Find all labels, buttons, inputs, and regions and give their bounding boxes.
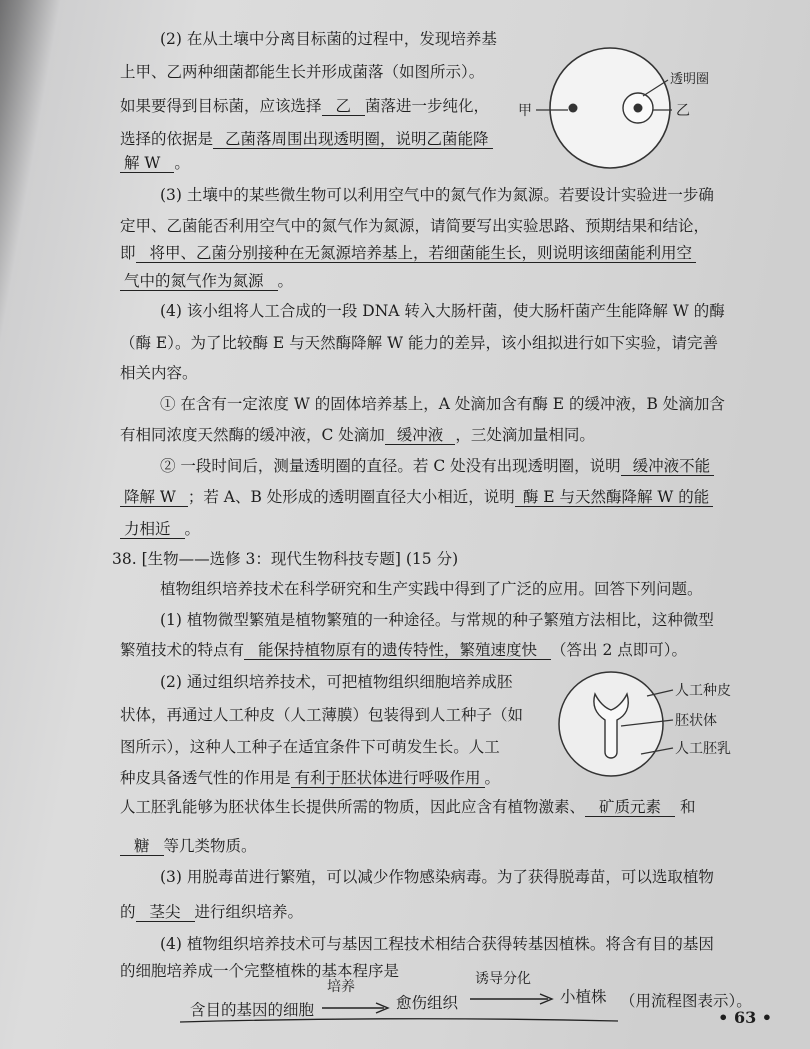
q3-line-1: (3) 土壤中的某些微生物可以利用空气中的氮气作为氮源。若要设计实验进一步确 <box>160 186 714 204</box>
q38-p3-line-2: 的 茎尖 进行组织培养。 <box>120 903 304 921</box>
q4-line-2: （酶 E）。为了比较酶 E 与天然酶降解 W 能力的差异，该小组拟进行如下实验，请完善 <box>120 334 718 352</box>
q4-line-5: 有相同浓度天然酶的缓冲液，C 处滴加 缓冲液 ，三处滴加量相同。 <box>120 426 595 444</box>
q38-p1-line-2: 繁殖技术的特点有 能保持植物原有的遗传特性，繁殖速度快 （答出 2 点即可）。 <box>120 641 687 659</box>
q4-line-4: ① 在含有一定浓度 W 的固体培养基上，A 处滴加含有酶 E 的缓冲液，B 处滴加含 <box>160 395 725 413</box>
q38-p2-answer-coat: 有利于胚状体进行呼吸作用 <box>291 769 485 788</box>
label-seed-coat: 人工种皮 <box>675 683 731 699</box>
q3-line-3: 即 将甲、乙菌分别接种在无氮源培养基上，若细菌能生长，则说明该细菌能利用空 <box>120 242 696 264</box>
flow-underline <box>180 1018 620 1024</box>
q4-line-7: 降解 W ；若 A、B 处形成的透明圈直径大小相近，说明 酶 E 与天然酶降解 W 的能 <box>120 486 713 508</box>
q38-p2-line-6: 糖 等几类物质。 <box>120 835 257 857</box>
label-b: 乙 <box>676 103 690 119</box>
q2-line-1: (2) 在从土壤中分离目标菌的过程中，发现培养基 <box>160 30 497 48</box>
q2-line-4: 选择的依据是 乙菌落周围出现透明圈，说明乙菌能降 <box>120 128 493 150</box>
q3-answer-cont: 气中的氮气作为氮源 <box>120 272 278 291</box>
page-number: • 63 • <box>718 1008 772 1027</box>
flow-start: 含目的基因的细胞 <box>190 1001 315 1019</box>
q2-answer-colony: 乙 <box>322 97 366 116</box>
flow-arrow-1 <box>322 1002 392 1014</box>
q4-answer-2a-cont: 降解 W <box>120 488 188 507</box>
colony-b-dot <box>634 104 643 113</box>
flow-step1-label: 培养 <box>327 979 355 995</box>
flow-mid: 愈伤组织 <box>396 994 459 1012</box>
q38-intro: 植物组织培养技术在科学研究和生产实践中得到了广泛的应用。回答下列问题。 <box>160 580 703 598</box>
q38-p1-line-1: (1) 植物微型繁殖是植物繁殖的一种途径。与常规的种子繁殖方法相比，这种微型 <box>160 611 714 629</box>
label-embryo: 胚状体 <box>675 713 717 729</box>
q4-line-6: ② 一段时间后，测量透明圈的直径。若 C 处没有出现透明圈，说明 缓冲液不能 <box>160 455 714 477</box>
q4-line-3: 相关内容。 <box>120 364 198 382</box>
q4-answer-buffer: 缓冲液 <box>385 426 456 445</box>
q38-p2-line-5: 人工胚乳能够为胚状体生长提供所需的物质，因此应含有植物激素、 矿质元素 和 <box>120 798 696 816</box>
q38-p2-line-4: 种皮具备透气性的作用是 有利于胚状体进行呼吸作用 。 <box>120 769 501 787</box>
flow-step2-label: 诱导分化 <box>475 971 531 987</box>
q38-p2-answer-sugar: 糖 <box>120 837 164 856</box>
flow-arrow-2 <box>470 993 555 1005</box>
q4-answer-2b: 酶 E 与天然酶降解 W 的能 <box>515 488 713 507</box>
q4-line-8: 力相近 。 <box>120 518 200 540</box>
colony-a-dot <box>569 104 578 113</box>
label-a: 甲 <box>518 103 532 119</box>
petri-dish-figure <box>510 36 710 186</box>
q38-p3-answer: 茎尖 <box>136 903 195 922</box>
q2-line-2: 上甲、乙两种细菌都能生长并形成菌落（如图所示）。 <box>120 63 485 81</box>
q4-answer-2b-cont: 力相近 <box>120 520 185 539</box>
q2-answer-reason-cont: 解 W <box>120 154 174 173</box>
q38-p2-line-2: 状体，再通过人工种皮（人工薄膜）包装得到人工种子（如 <box>120 706 524 724</box>
artificial-seed-figure <box>555 666 755 784</box>
q38-p3-line-1: (3) 用脱毒苗进行繁殖，可以减少作物感染病毒。为了获得脱毒苗，可以选取植物 <box>160 868 714 886</box>
q38-p4-line-1: (4) 植物组织培养技术可与基因工程技术相结合获得转基因植株。将含有目的基因 <box>160 935 714 953</box>
q2-answer-reason: 乙菌落周围出现透明圈，说明乙菌能降 <box>213 130 493 149</box>
q3-line-2: 定甲、乙菌能否利用空气中的氮气作为氮源，请简要写出实验思路、预期结果和结论， <box>120 217 710 235</box>
label-endosperm: 人工胚乳 <box>675 741 731 757</box>
q38-p4-line-2: 的细胞培养成一个完整植株的基本程序是 <box>120 962 400 980</box>
q2-line-3: 如果要得到目标菌，应该选择 乙 菌落进一步纯化， <box>120 97 490 115</box>
q3-line-4: 气中的氮气作为氮源 。 <box>120 270 293 292</box>
q38-title: 38. [生物——选修 3：现代生物科技专题] (15 分) <box>112 550 459 568</box>
flow-end: 小植株 <box>560 988 607 1006</box>
q38-p2-line-1: (2) 通过组织培养技术，可把植物组织细胞培养成胚 <box>160 673 513 691</box>
q2-line-5: 解 W 。 <box>120 152 190 174</box>
q4-line-1: (4) 该小组将人工合成的一段 DNA 转入大肠杆菌，使大肠杆菌产生能降解 W 的酶 <box>160 302 725 320</box>
flow-note: （用流程图表示）。 <box>620 992 752 1010</box>
q3-answer: 将甲、乙菌分别接种在无氮源培养基上，若细菌能生长，则说明该细菌能利用空 <box>136 244 697 263</box>
q38-p2-answer-mineral: 矿质元素 <box>585 798 675 817</box>
q4-answer-2a: 缓冲液不能 <box>621 457 715 476</box>
q38-p2-line-3: 图所示），这种人工种子在适宜条件下可萌发生长。人工 <box>120 738 500 756</box>
q38-p1-answer: 能保持植物原有的遗传特性，繁殖速度快 <box>244 641 551 660</box>
label-clear-zone: 透明圈 <box>670 72 710 87</box>
